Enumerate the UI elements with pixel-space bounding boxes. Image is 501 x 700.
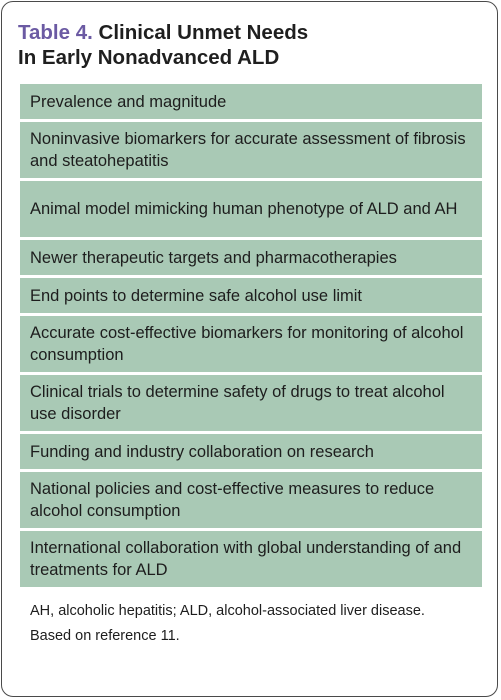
table-row-therapeutic-targets [20,240,482,275]
row-text: Noninvasive biomarkers for accurate assessment of fibrosis and steatohepatitis [30,130,466,170]
row-text: End points to determine safe alcohol use limit [30,286,363,305]
row-text: Newer therapeutic targets and pharmacotherapies [30,248,397,267]
table-row-noninvasive-biomarkers [20,122,482,178]
table-row-clinical-trials [20,375,482,431]
table-notes [30,599,480,649]
row-text: Accurate cost-effective biomarkers for monitoring of alcohol consumption [30,324,464,364]
table-title-line2: In Early Nonadvanced ALD [18,46,280,69]
row-text: National policies and cost-effective measures to reduce alcohol consumption [30,480,435,520]
table-row-national-policies [20,472,482,528]
row-text: Prevalence and magnitude [30,92,227,111]
table-row-funding [20,434,482,469]
table-title [18,20,478,70]
table-row-prevalence [20,84,482,119]
table-row-cost-effective-biomarkers [20,316,482,372]
table-title-line1: Clinical Unmet Needs [98,21,309,44]
table-row-animal-model [20,181,482,237]
table-row-international-collaboration [20,531,482,587]
abbreviation-footnote: AH, alcoholic hepatitis; ALD, alcohol-associated liver disease. [30,603,425,619]
row-text: Animal model mimicking human phenotype of ALD and AH [30,200,458,218]
row-text: Funding and industry collaboration on research [30,442,374,461]
source-note: Based on reference 11. [30,628,180,644]
row-text: Clinical trials to determine safety of drugs to treat alcohol use disorder [30,383,445,423]
needs-table [20,84,482,587]
table-row-end-points [20,278,482,313]
table-number: Table 4. [18,21,93,44]
row-text: International collaboration with global understanding of and treatments for ALD [30,539,462,579]
